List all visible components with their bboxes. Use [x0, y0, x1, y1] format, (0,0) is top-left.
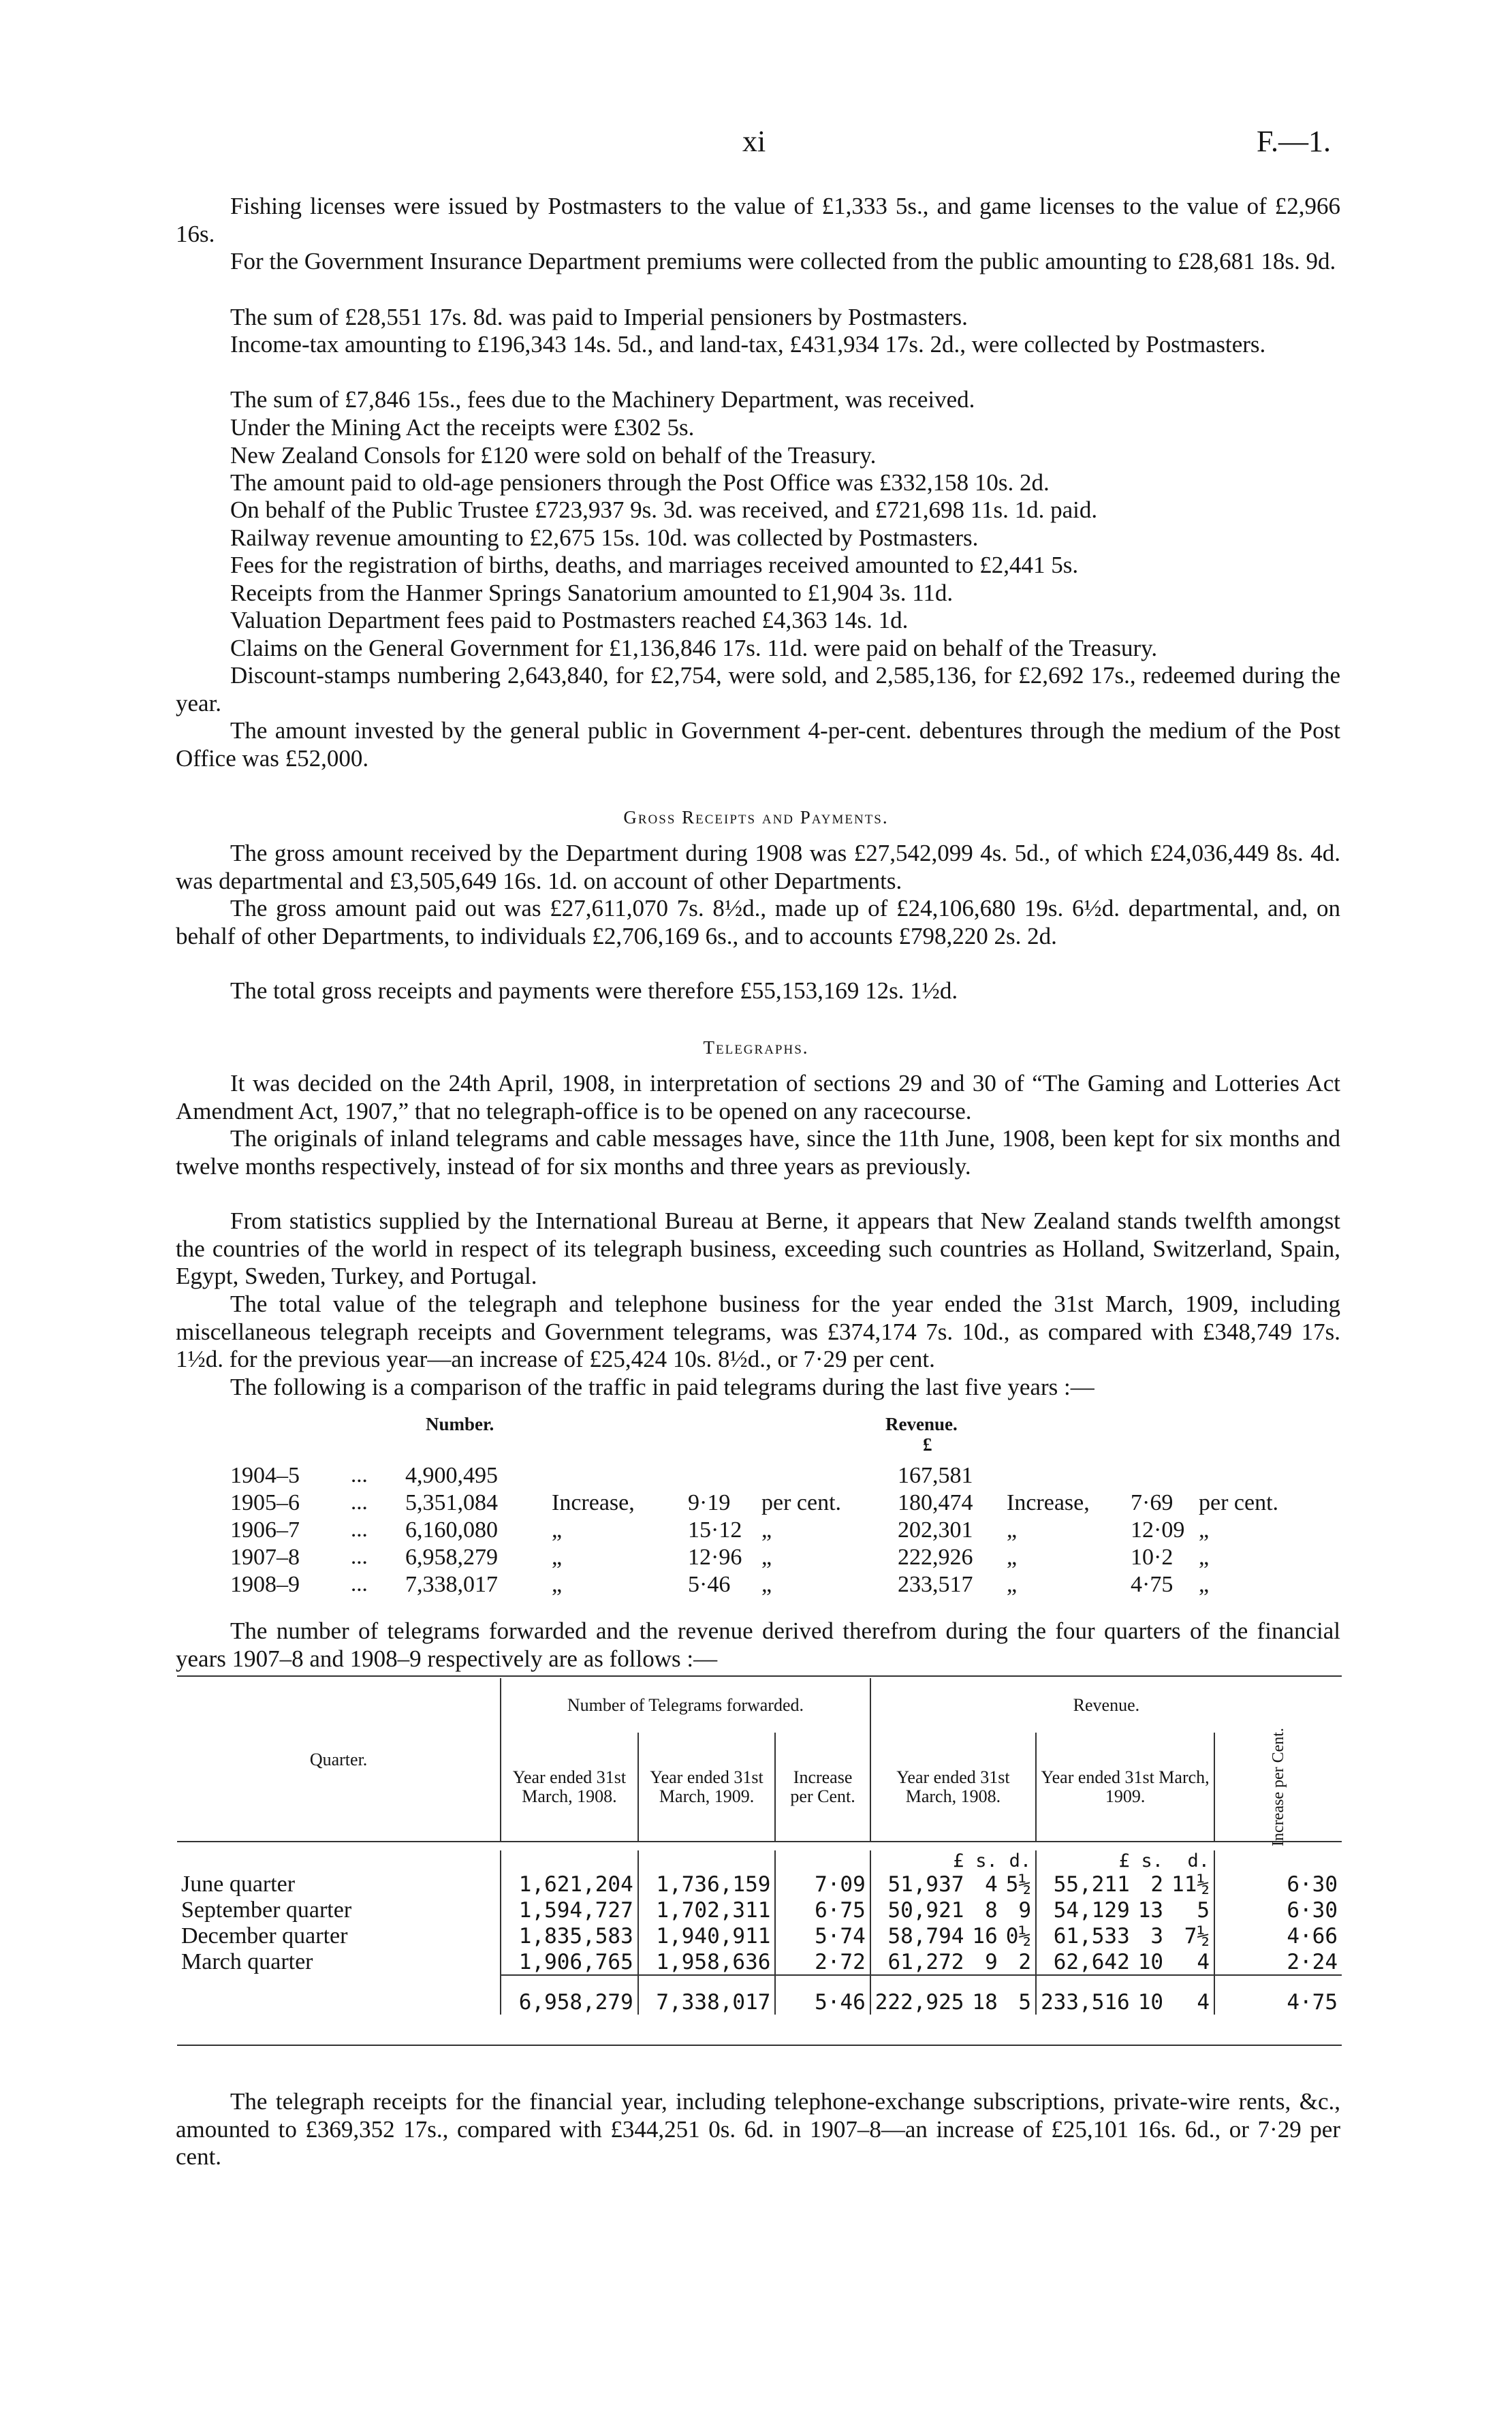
- paragraph: The total value of the telegraph and telephone business for the year ended the 31st March, 1909, including miscellaneous telegraph receipts and Government telegrams, was £374,174 7s. 10d., as compared with £348,749 17s. 1½d. for the previous year—an increase of £25,424 10s. 8½d., or 7·29 per cent.: [176, 1291, 1340, 1372]
- cell-rev-pct: 10·2: [1131, 1545, 1174, 1570]
- document-reference: F.—1.: [1257, 125, 1331, 158]
- unit-pounds: £: [1036, 1850, 1134, 1872]
- header-revenue-1908: Year ended 31st March, 1908.: [870, 1733, 1036, 1842]
- cell-inc-pct: 15·12: [688, 1517, 742, 1543]
- cell-inc-unit: „: [761, 1545, 772, 1570]
- cell-revenue-1909-pence: 11½: [1171, 1872, 1210, 1897]
- cell-number-1908: 1,835,583: [501, 1923, 638, 1949]
- table-row: [177, 1897, 1342, 1923]
- cell-number-1908: 1,906,765: [501, 1949, 638, 1975]
- cell-rev-label: „: [1007, 1545, 1018, 1570]
- cell-revenue-1909-pounds: 61,533: [1036, 1923, 1134, 1949]
- cell-inc-label: „: [552, 1517, 563, 1543]
- cell-quarter: September quarter: [181, 1897, 352, 1923]
- paragraph: The sum of £7,846 15s., fees due to the Machinery Department, was received.: [230, 386, 975, 413]
- header-increase: Increase per Cent.: [775, 1733, 870, 1842]
- cell-revenue-1908-pence: 5½: [1005, 1872, 1032, 1897]
- cell-year: 1906–7: [230, 1517, 300, 1543]
- cell-revenue: 222,926: [898, 1545, 973, 1570]
- cell-increase: 7·09: [775, 1872, 870, 1897]
- table-row: [177, 1949, 1342, 1975]
- cell-revenue-1908-pounds: 61,272: [870, 1949, 968, 1975]
- cell-rev-unit: „: [1199, 1517, 1210, 1543]
- header-quarter: Quarter.: [309, 1749, 368, 1769]
- cell-inc-unit: per cent.: [761, 1490, 842, 1515]
- cell-number: 7,338,017: [405, 1572, 498, 1597]
- total-increase: 5·46: [775, 1990, 870, 2015]
- cell-quarter: December quarter: [181, 1923, 348, 1949]
- cell-revenue-1908-pence: 0½: [1005, 1924, 1032, 1949]
- cell-number-1909: 1,702,311: [638, 1897, 776, 1923]
- cell-revenue: 233,517: [898, 1572, 973, 1597]
- cell-revenue: 180,474: [898, 1490, 973, 1515]
- table-row: [177, 1872, 1342, 1897]
- cell-number: 5,351,084: [405, 1490, 498, 1515]
- unit-shillings: s.: [975, 1850, 998, 1872]
- paragraph: Claims on the General Government for £1,136,846 17s. 11d. were paid on behalf of the Treasury.: [230, 635, 1158, 661]
- cell-number: 6,160,080: [405, 1517, 498, 1543]
- paragraph: On behalf of the Public Trustee £723,937 9s. 3d. was received, and £721,698 11s. 1d. paid.: [230, 496, 1098, 523]
- cell-inc-label: „: [552, 1572, 563, 1597]
- cell-revenue-1908-pounds: 51,937: [870, 1872, 968, 1897]
- total-revenue-1909-pence: 4: [1197, 1990, 1210, 2015]
- cell-quarter: June quarter: [181, 1872, 296, 1897]
- column-header-number: Number.: [426, 1414, 494, 1434]
- leader-dots: ...: [351, 1463, 368, 1487]
- cell-revenue-1909-pounds: 62,642: [1036, 1949, 1134, 1975]
- cell-number: 4,900,495: [405, 1463, 498, 1488]
- paragraph: The sum of £28,551 17s. 8d. was paid to Imperial pensioners by Postmasters.: [230, 304, 968, 330]
- cell-rev-pct: 12·09: [1131, 1517, 1185, 1543]
- paragraph: Under the Mining Act the receipts were £302 5s.: [230, 414, 695, 441]
- cell-revenue-1909-pence: 5: [1197, 1898, 1210, 1923]
- header-revenue-1909: Year ended 31st March, 1909.: [1036, 1733, 1214, 1842]
- cell-increase: 5·74: [775, 1923, 870, 1949]
- cell-rev-unit: „: [1199, 1545, 1210, 1570]
- leader-dots: ...: [351, 1490, 368, 1515]
- cell-rev-label: Increase,: [1007, 1490, 1090, 1515]
- cell-revenue-1908-pounds: 50,921: [870, 1897, 968, 1923]
- table-total-row: [177, 1990, 1342, 2015]
- cell-revenue-1909-shillings: 2: [1150, 1872, 1164, 1897]
- header-revenue-increase: Increase per Cent.: [1214, 1733, 1342, 1842]
- quarterly-table: [177, 1678, 1342, 2015]
- total-revenue-1908-pounds: 222,925: [870, 1990, 968, 2015]
- cell-revenue-1908-shillings: 8: [985, 1898, 998, 1923]
- paragraph: It was decided on the 24th April, 1908, in interpretation of sections 29 and 30 of “The Gaming and Lotteries Act Amendment Act, 1907,” that no telegraph-office is to be opened on any racecourse.: [176, 1070, 1340, 1124]
- paragraph: The number of telegrams forwarded and the revenue derived therefrom during the four quarters of the financial years 1907–8 and 1908–9 respectively are as follows :—: [176, 1618, 1340, 1672]
- paragraph: New Zealand Consols for £120 were sold on behalf of the Treasury.: [230, 442, 877, 469]
- cell-inc-unit: „: [761, 1572, 772, 1597]
- page-numeral: xi: [742, 125, 766, 158]
- cell-revenue: 202,301: [898, 1517, 973, 1543]
- cell-rev-label: „: [1007, 1572, 1018, 1597]
- total-revenue-1909-shillings: 10: [1137, 1990, 1164, 2015]
- table-bottom-rule: [177, 2045, 1342, 2046]
- cell-rev-label: „: [1007, 1517, 1018, 1543]
- cell-revenue-increase: 6·30: [1214, 1872, 1342, 1897]
- cell-year: 1904–5: [230, 1463, 300, 1488]
- paragraph: Railway revenue amounting to £2,675 15s. 10d. was collected by Postmasters.: [230, 524, 979, 551]
- cell-increase: 6·75: [775, 1897, 870, 1923]
- header-revenue: Revenue.: [870, 1678, 1342, 1733]
- cell-revenue-1908-pence: 2: [1018, 1949, 1032, 1974]
- cell-revenue-increase: 2·24: [1214, 1949, 1342, 1975]
- table-row: [177, 1923, 1342, 1949]
- cell-revenue-1909-pounds: 54,129: [1036, 1897, 1134, 1923]
- total-number-1909: 7,338,017: [638, 1990, 776, 2015]
- cell-revenue-1908-pounds: 58,794: [870, 1923, 968, 1949]
- header-year-1908: Year ended 31st March, 1908.: [501, 1733, 638, 1842]
- cell-inc-label: „: [552, 1545, 563, 1570]
- cell-rev-pct: 7·69: [1131, 1490, 1174, 1515]
- cell-year: 1905–6: [230, 1490, 300, 1515]
- cell-revenue-increase: 6·30: [1214, 1897, 1342, 1923]
- cell-revenue-increase: 4·66: [1214, 1923, 1342, 1949]
- paragraph: From statistics supplied by the International Bureau at Berne, it appears that New Zealand stands twelfth amongst the countries of the world in respect of its telegraph business, exceeding such countries as Holland, Switzerland, Spain, Egypt, Sweden, Turkey, and Portugal.: [176, 1208, 1340, 1289]
- section-heading-gross-receipts: Gross Receipts and Payments.: [623, 807, 889, 827]
- header-year-1909: Year ended 31st March, 1909.: [638, 1733, 776, 1842]
- cell-revenue-1909-pounds: 55,211: [1036, 1872, 1134, 1897]
- cell-inc-pct: 5·46: [688, 1572, 731, 1597]
- cell-inc-pct: 9·19: [688, 1490, 731, 1515]
- unit-shillings: s.: [1141, 1850, 1164, 1872]
- paragraph: The telegraph receipts for the financial year, including telephone-exchange subscriptions, private-wire rents, &c., amounted to £369,352 17s., compared with £344,251 0s. 6d. in 1907–8—an increase of £25,101 16s. 6d., or 7·29 per cent.: [176, 2088, 1340, 2170]
- cell-revenue: 167,581: [898, 1463, 973, 1488]
- cell-revenue-1909-shillings: 13: [1137, 1898, 1164, 1923]
- unit-pence: d.: [1009, 1850, 1032, 1872]
- paragraph: The gross amount paid out was £27,611,070 7s. 8½d., made up of £24,106,680 19s. 6½d. departmental, and, on behalf of other Departments, to individuals £2,706,169 6s., and to accounts £798,220 2s. 2d.: [176, 895, 1340, 949]
- cell-rev-pct: 4·75: [1131, 1572, 1174, 1597]
- cell-quarter: March quarter: [181, 1949, 313, 1974]
- paragraph: The gross amount received by the Department during 1908 was £27,542,099 4s. 5d., of which £24,036,449 8s. 4d. was departmental and £3,505,649 16s. 1d. on account of other Departments.: [176, 840, 1340, 894]
- total-revenue-1908-pence: 5: [1018, 1990, 1032, 2015]
- section-heading-telegraphs: Telegraphs.: [703, 1037, 809, 1058]
- cell-revenue-1909-pence: 7½: [1184, 1924, 1210, 1949]
- leader-dots: ...: [351, 1545, 368, 1569]
- paragraph: Valuation Department fees paid to Postmasters reached £4,363 14s. 1d.: [230, 607, 909, 633]
- cell-revenue-1909-pence: 4: [1197, 1949, 1210, 1974]
- paragraph: For the Government Insurance Department premiums were collected from the public amounting to £28,681 18s. 9d.: [230, 248, 1336, 274]
- paragraph: Fees for the registration of births, deaths, and marriages received amounted to £2,441 5s.: [230, 552, 1079, 578]
- cell-revenue-1908-shillings: 9: [985, 1949, 998, 1974]
- cell-revenue-1909-shillings: 3: [1150, 1924, 1164, 1949]
- paragraph: The originals of inland telegrams and cable messages have, since the 11th June, 1908, been kept for six months and twelve months respectively, instead of for six months and three years as previously.: [176, 1125, 1340, 1180]
- cell-number-1909: 1,958,636: [638, 1949, 776, 1975]
- cell-number: 6,958,279: [405, 1545, 498, 1570]
- paragraph: Income-tax amounting to £196,343 14s. 5d., and land-tax, £431,934 17s. 2d., were collected by Postmasters.: [230, 331, 1266, 358]
- total-revenue-1908-shillings: 18: [972, 1990, 998, 2015]
- cell-inc-pct: 12·96: [688, 1545, 742, 1570]
- cell-year: 1907–8: [230, 1545, 300, 1570]
- leader-dots: ...: [351, 1517, 368, 1542]
- total-revenue-1909-pounds: 233,516: [1036, 1990, 1134, 2015]
- total-revenue-increase: 4·75: [1214, 1990, 1342, 2015]
- cell-inc-label: Increase,: [552, 1490, 635, 1515]
- column-header-revenue: Revenue.: [885, 1414, 958, 1434]
- total-number-1908: 6,958,279: [501, 1990, 638, 2015]
- unit-pence: d.: [1187, 1850, 1210, 1872]
- cell-revenue-1908-pence: 9: [1018, 1898, 1032, 1923]
- cell-number-1908: 1,621,204: [501, 1872, 638, 1897]
- paragraph: Fishing licenses were issued by Postmasters to the value of £1,333 5s., and game licenses to the value of £2,966 16s.: [176, 193, 1340, 247]
- cell-increase: 2·72: [775, 1949, 870, 1975]
- pound-sign: £: [923, 1434, 932, 1455]
- cell-number-1909: 1,736,159: [638, 1872, 776, 1897]
- cell-rev-unit: per cent.: [1199, 1490, 1279, 1515]
- table-top-rule: [177, 1675, 1342, 1677]
- cell-revenue-1909-shillings: 10: [1137, 1949, 1164, 1974]
- leader-dots: ...: [351, 1572, 368, 1596]
- cell-inc-unit: „: [761, 1517, 772, 1543]
- cell-revenue-1908-shillings: 16: [972, 1924, 998, 1949]
- cell-rev-unit: „: [1199, 1572, 1210, 1597]
- paragraph: Discount-stamps numbering 2,643,840, for £2,754, were sold, and 2,585,136, for £2,692 17s., redeemed during the year.: [176, 662, 1340, 716]
- paragraph: The total gross receipts and payments were therefore £55,153,169 12s. 1½d.: [230, 977, 958, 1004]
- unit-pounds: £: [870, 1850, 968, 1872]
- paragraph: Receipts from the Hanmer Springs Sanatorium amounted to £1,904 3s. 11d.: [230, 580, 954, 606]
- header-number-forwarded: Number of Telegrams forwarded.: [501, 1678, 870, 1733]
- cell-year: 1908–9: [230, 1572, 300, 1597]
- paragraph: The amount invested by the general public in Government 4-per-cent. debentures through the medium of the Post Office was £52,000.: [176, 717, 1340, 772]
- cell-number-1909: 1,940,911: [638, 1923, 776, 1949]
- paragraph: The following is a comparison of the traffic in paid telegrams during the last five years :—: [230, 1374, 1094, 1400]
- cell-revenue-1908-shillings: 4: [985, 1872, 998, 1897]
- paragraph: The amount paid to old-age pensioners through the Post Office was £332,158 10s. 2d.: [230, 469, 1050, 496]
- cell-number-1908: 1,594,727: [501, 1897, 638, 1923]
